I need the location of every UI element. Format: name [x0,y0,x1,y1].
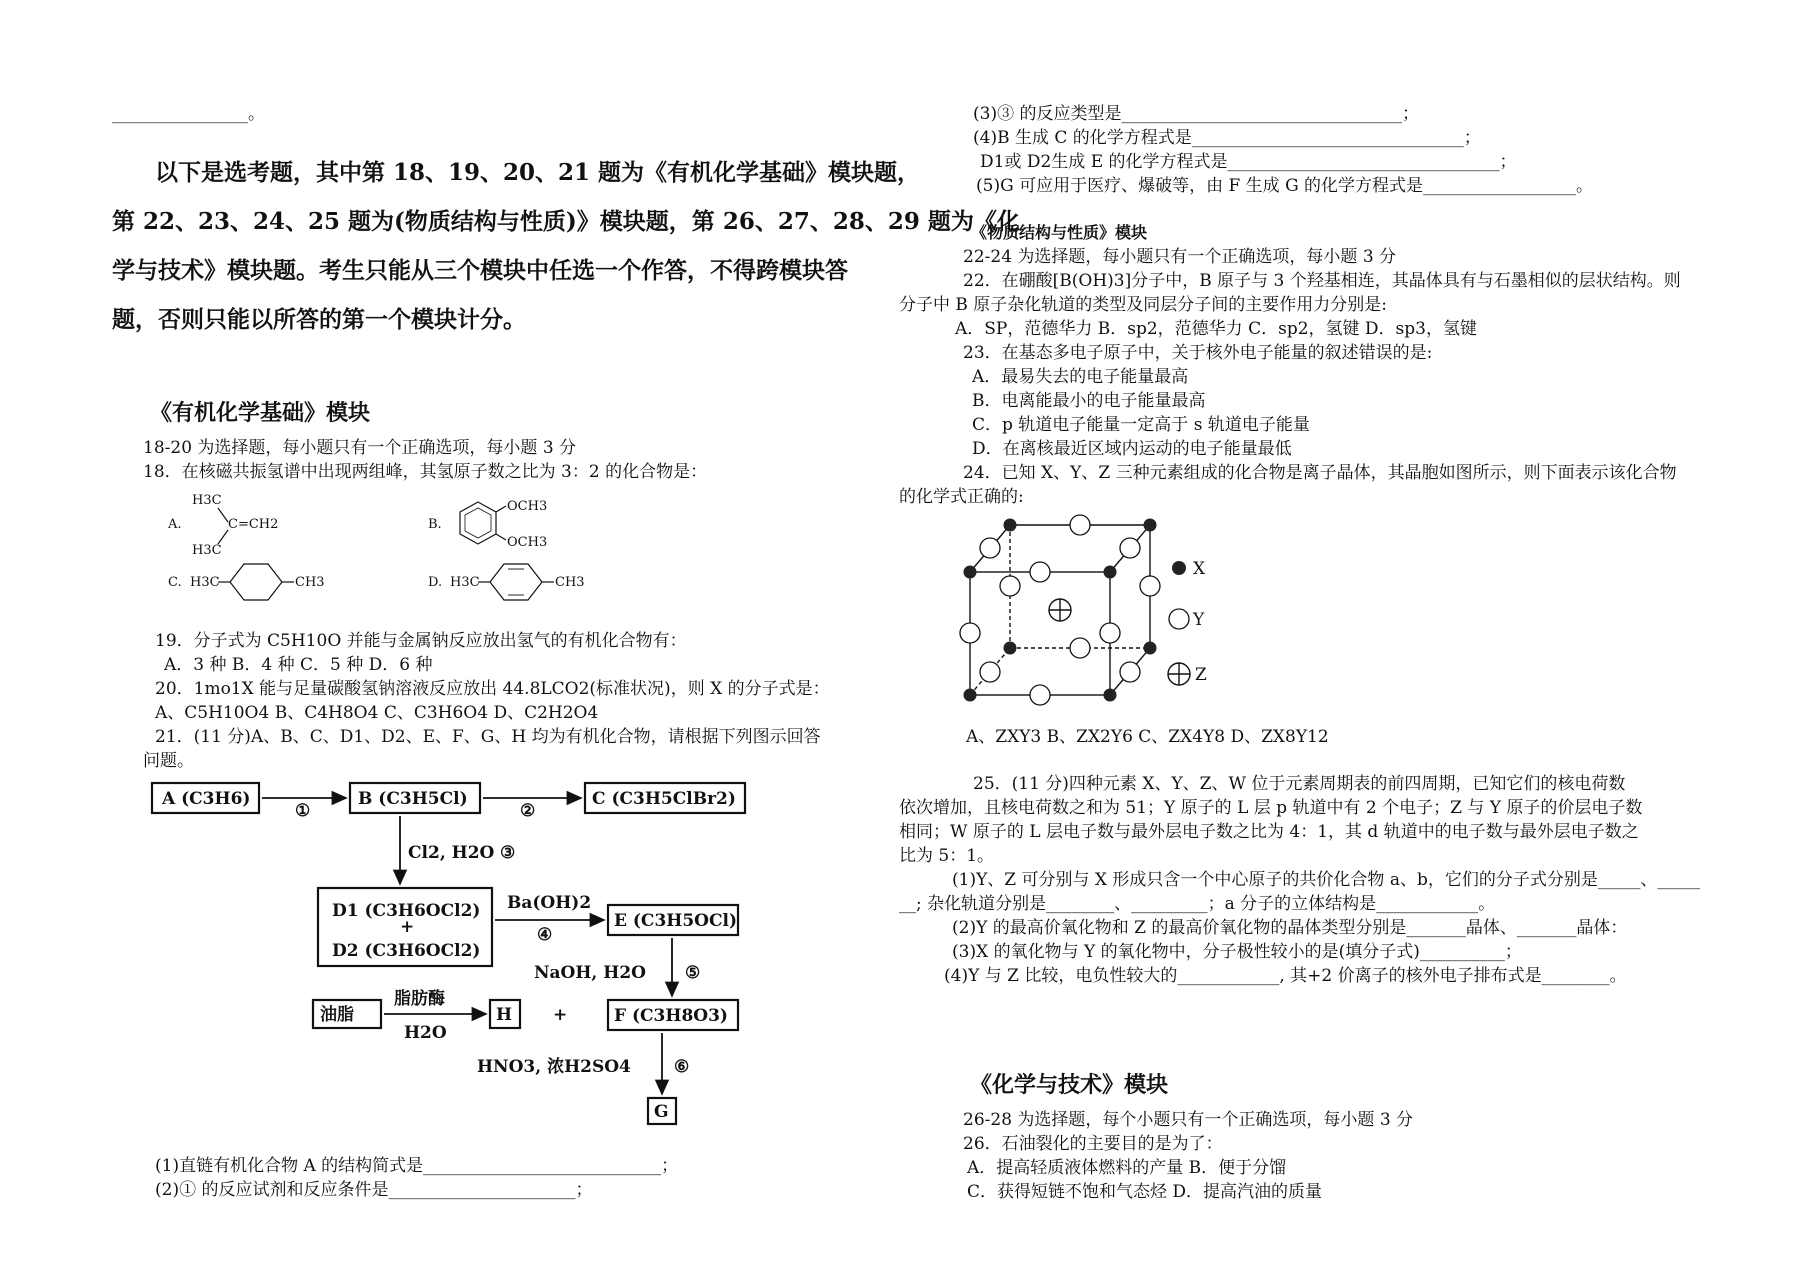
crystal-cell-figure [955,510,1235,710]
tech-section-title: 《化学与技术》模块 [970,1072,1169,1098]
atom-y [1120,538,1140,558]
atom-y [980,538,1000,558]
option-c-group-right: CH3 [295,575,325,590]
structure-note: 22-24 为选择题，每小题只有一个正确选项，每小题 3 分 [963,247,1397,267]
question-25-line-4: 比为 5：1。 [899,846,995,866]
question-25-part-3: (3)X 的氧化物与 Y 的氧化物中，分子极性较小的是(填分子式)__________； [952,942,1522,962]
atom-x [1144,519,1157,532]
question-25: 25．(11 分)四种元素 X、Y、Z、W 位于元素周期表的前四周期，已知它们的核电荷数 [973,774,1626,794]
option-a-group-bottom: H3C [192,543,222,558]
node-D2-label: D2 (C3H6OCl2) [332,941,481,961]
question-25-line-2: 依次增加，且核电荷数之和为 51；Y 原子的 L 层 p 轨道中有 2 个电子；Z 与 Y 原子的价层电子数 [899,798,1643,818]
question-26-options-cd: C．获得短链不饱和气态烃 D．提高汽油的质量 [967,1182,1323,1202]
step-1-marker: ① [295,801,311,821]
question-20-options: A、C5H10O4 B、C4H8O4 C、C3H6O4 D、C2H2O4 [155,703,599,723]
atom-x [964,689,977,702]
legend-y-label: Y [1193,610,1205,630]
reagent-step-5: NaOH, H2O [534,963,646,983]
structure-section-title: 《物质结构与性质》模块 [971,223,1148,242]
option-c-label: C. [168,575,182,590]
atom-x [964,566,977,579]
atom-x [1004,642,1017,655]
option-c-group-left: H3C [190,575,220,590]
question-22: 22．在硼酸[B(OH)3]分子中，B 原子与 3 个羟基相连，其晶体具有与石墨相似的层状结构。则 [963,271,1681,291]
question-21-part-1: (1)直链有机化合物 A 的结构简式是____________________________； [155,1156,679,1176]
question-21-part-4b: D1或 D2生成 E 的化学方程式是________________________________； [980,152,1517,172]
node-oil-label: 油脂 [320,1005,354,1025]
question-25-part-1: (1)Y、Z 可分别与 X 形成只含一个中心原子的共价化合物 a、b，它们的分子式分别是_____、_____ [952,870,1700,890]
atom-x [1144,642,1157,655]
atom-y [1070,638,1090,658]
question-26: 26．石油裂化的主要目的是为了： [963,1134,1223,1154]
question-23-option-d: D．在离核最近区域内运动的电子能量最低 [972,439,1292,459]
question-26-options-ab: A．提高轻质液体燃料的产量 B．便于分馏 [967,1158,1287,1178]
reagent-step-3: Cl2, H2O [408,843,495,863]
question-22-cont: 分子中 B 原子杂化轨道的类型及同层分子间的主要作用力分别是: [899,295,1388,315]
question-25-part-2: (2)Y 的最高价氧化物和 Z 的最高价氧化物的晶体类型分别是_______晶体、_______晶体： [952,918,1628,938]
option-a-group-main: C=CH2 [228,517,279,532]
node-F-label: F (C3H8O3) [614,1006,728,1026]
question-21: 21．(11 分)A、B、C、D1、D2、E、F、G、H 均为有机化合物，请根据下列图示回答 [155,727,821,747]
question-21-part-3: (3)③ 的反应类型是_________________________________； [973,104,1419,124]
question-25-line-3: 相同；W 原子的 L 层电子数与最外层电子数之比为 4：1，其 d 轨道中的电子数与最外层电子数之 [899,822,1639,842]
question-22-options: A．SP，范德华力 B．sp2，范德华力 C．sp2，氢键 D．sp3，氢键 [955,319,1477,339]
atom-y [1140,576,1160,596]
organic-section-title: 《有机化学基础》模块 [150,400,371,426]
intro-line-4: 题，否则只能以所答的第一个模块计分。 [112,306,526,333]
intro-line-1: 以下是选考题，其中第 18、19、20、21 题为《有机化学基础》模块题， [155,159,921,186]
question-19: 19．分子式为 C5H10O 并能与金属钠反应放出氢气的有机化合物有： [155,631,687,651]
atom-x [1104,566,1117,579]
atom-y [1070,515,1090,535]
question-24-cont: 的化学式正确的: [899,487,1024,507]
atom-y [1120,662,1140,682]
option-d-group-left: H3C [450,575,480,590]
option-b-group-bottom: OCH3 [507,535,548,550]
intro-line-2: 第 22、23、24、25 题为(物质结构与性质)》模块题，第 26、27、28、29 题为《化 [112,208,1020,235]
option-d-label: D. [428,575,443,590]
reaction-flow-diagram [150,780,750,1130]
organic-note: 18-20 为选择题，每小题只有一个正确选项，每小题 3 分 [143,438,577,458]
question-24: 24．已知 X、Y、Z 三种元素组成的化合物是离子晶体，其晶胞如图所示，则下面表示该化合物 [963,463,1677,483]
question-23: 23．在基态多电子原子中，关于核外电子能量的叙述错误的是: [963,343,1433,363]
question-21-part-5: (5)G 可应用于医疗、爆破等，由 F 生成 G 的化学方程式是__________________。 [976,176,1594,196]
node-H-label: H [496,1005,513,1025]
reagent-enzyme: 脂肪酶 [394,989,445,1009]
option-d-group-right: CH3 [555,575,585,590]
node-B-label: B (C3H5Cl) [358,789,468,809]
node-C-label: C (C3H5ClBr2) [592,789,736,809]
option-b-label: B. [428,517,442,532]
reagent-step-4: Ba(OH)2 [507,893,592,913]
question-23-option-b: B．电离能最小的电子能量最高 [972,391,1206,411]
legend-x-label: X [1193,559,1206,579]
question-23-option-a: A．最易失去的电子能量最高 [972,367,1189,387]
step-5-marker: ⑤ [685,963,701,983]
option-a-group-top: H3C [192,493,222,508]
legend-z-label: Z [1195,665,1207,685]
step-2-marker: ② [520,801,536,821]
reagent-step-6: HNO3, 浓H2SO4 [477,1057,631,1077]
plus-sign: + [553,1005,568,1025]
atom-x [1004,519,1017,532]
step-4-marker: ④ [537,925,553,945]
node-D1-label: D1 (C3H6OCl2) [332,901,481,921]
atom-y [1000,576,1020,596]
question-21-cont: 问题。 [143,751,194,771]
question-20: 20．1mo1X 能与足量碳酸氢钠溶液反应放出 44.8LCO2(标准状况)，则 X 的分子式是： [155,679,830,699]
question-21-part-4: (4)B 生成 C 的化学方程式是________________________________； [973,128,1481,148]
atom-y [960,623,980,643]
top-blank: ________________。 [112,104,265,124]
step-3-marker: ③ [500,843,516,863]
option-a-label: A. [168,517,182,532]
node-E-label: E (C3H5OCl) [614,911,738,931]
option-b-group-top: OCH3 [507,499,548,514]
atom-y [1030,562,1050,582]
node-A-label: A (C3H6) [162,789,251,809]
q18-structures [160,488,600,618]
question-24-options: A、ZXY3 B、ZX2Y6 C、ZX4Y8 D、ZX8Y12 [966,727,1329,747]
question-18: 18．在核磁共振氢谱中出现两组峰，其氢原子数之比为 3：2 的化合物是： [143,462,708,482]
node-D-plus: + [400,917,415,937]
tech-note: 26-28 为选择题，每个小题只有一个正确选项，每小题 3 分 [963,1110,1414,1130]
node-G-label: G [654,1102,669,1122]
question-21-part-2: (2)① 的反应试剂和反应条件是______________________； [155,1180,593,1200]
reagent-water: H2O [404,1023,447,1043]
atom-x [1104,689,1117,702]
atom-y [1030,685,1050,705]
atom-y [980,662,1000,682]
question-23-option-c: C．p 轨道电子能量一定高于 s 轨道电子能量 [972,415,1310,435]
step-6-marker: ⑥ [674,1057,690,1077]
question-25-part-4: (4)Y 与 Z 比较，电负性较大的____________, 其+2 价离子的核外电子排布式是________。 [944,966,1627,986]
intro-line-3: 学与技术》模块题。考生只能从三个模块中任选一个作答，不得跨模块答 [112,257,848,284]
question-25-part-1b: __; 杂化轨道分别是________、_________；a 分子的立体结构是____________。 [899,894,1496,914]
question-19-options: A．3 种 B．4 种 C．5 种 D．6 种 [164,655,433,675]
atom-y [1100,623,1120,643]
